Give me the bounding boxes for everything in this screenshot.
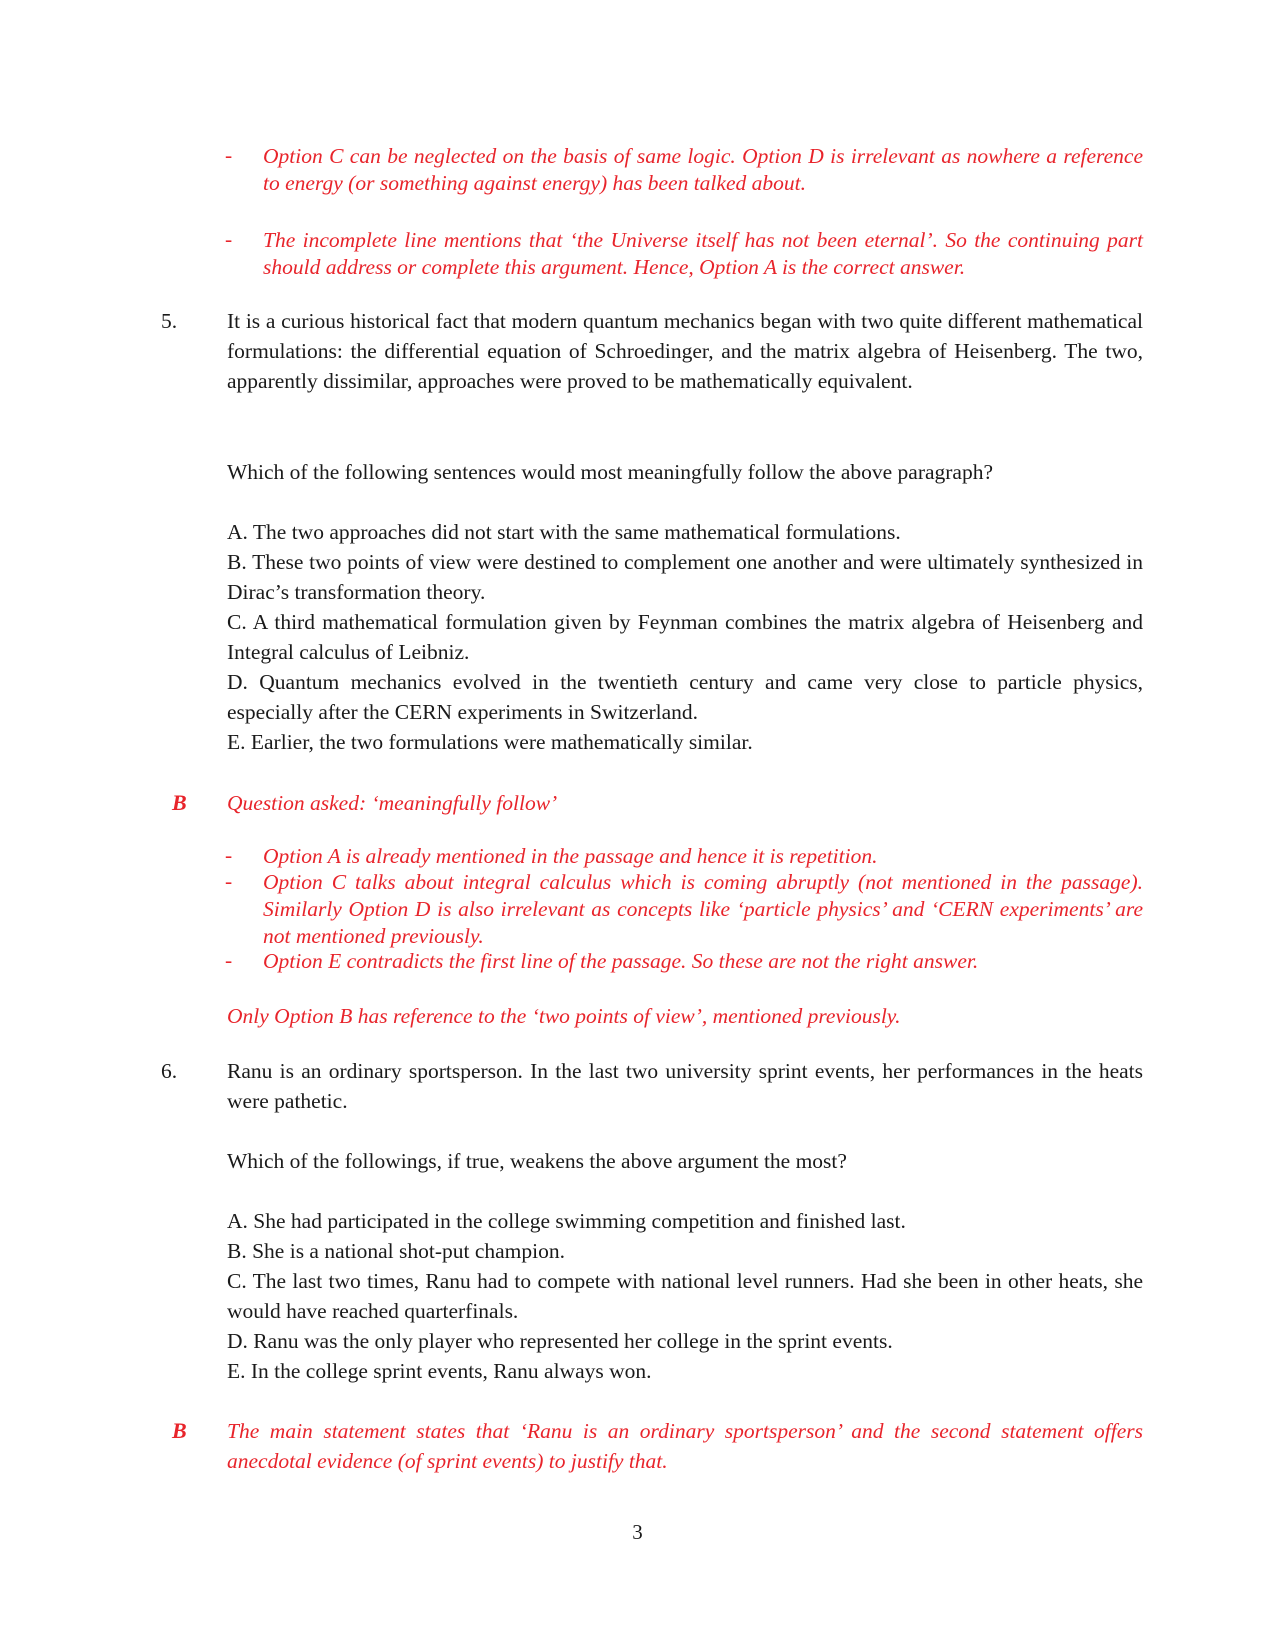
answer-letter: B (172, 1418, 187, 1443)
bullet-text: The incomplete line mentions that ‘the Universe itself has not been eternal’. So the continuing part should address or complete this argument. Hence, Option A is the correct answer. (263, 228, 1143, 279)
bullet-dash: - (225, 843, 233, 867)
page-number: 3 (632, 1520, 643, 1544)
answer-letter: B (172, 790, 187, 815)
option-d: D. Quantum mechanics evolved in the twentieth century and came very close to particle physics, especially after the CERN experiments in Switzerland. (227, 670, 1143, 724)
bullet-text: Option A is already mentioned in the passage and hence it is repetition. (263, 844, 878, 868)
option-d: D. Ranu was the only player who represented her college in the sprint events. (227, 1329, 893, 1353)
answer-note: Question asked: ‘meaningfully follow’ (227, 791, 558, 815)
option-a: A. The two approaches did not start with the same mathematical formulations. (227, 520, 901, 544)
question-passage: Ranu is an ordinary sportsperson. In the last two university sprint events, her performances in the heats were pathetic. (227, 1059, 1143, 1113)
option-b: B. She is a national shot-put champion. (227, 1239, 565, 1263)
bullet-dash: - (225, 869, 233, 893)
question-passage: It is a curious historical fact that modern quantum mechanics began with two quite different mathematical formulations: the differential equation of Schroedinger, and the matrix algebra of Heisenberg. The two, apparently dissimilar, approaches were proved to be mathematically equivalent. (227, 309, 1143, 393)
option-e: E. In the college sprint events, Ranu always won. (227, 1359, 652, 1383)
answer-note: The main statement states that ‘Ranu is an ordinary sportsperson’ and the second statement offers anecdotal evidence (of sprint events) to justify that. (227, 1419, 1143, 1473)
bullet-text: Option E contradicts the first line of the passage. So these are not the right answer. (263, 949, 979, 973)
question-prompt: Which of the following sentences would most meaningfully follow the above paragraph? (227, 460, 994, 484)
conclusion-note: Only Option B has reference to the ‘two points of view’, mentioned previously. (227, 1004, 901, 1028)
question-number: 5. (161, 309, 178, 333)
option-c: C. A third mathematical formulation given by Feynman combines the matrix algebra of Heisenberg and Integral calculus of Leibniz. (227, 610, 1143, 664)
question-number: 6. (161, 1059, 178, 1083)
option-a: A. She had participated in the college swimming competition and finished last. (227, 1209, 906, 1233)
bullet-dash: - (225, 948, 233, 972)
bullet-text: Option C talks about integral calculus which is coming abruptly (not mentioned in the passage). Similarly Option D is also irrelevant as concepts like ‘particle physics’ and ‘CERN experiments’ are not mentioned previously. (263, 870, 1143, 948)
option-c: C. The last two times, Ranu had to compete with national level runners. Had she been in other heats, she would have reached quarterfinals. (227, 1269, 1143, 1323)
bullet-dash: - (225, 227, 233, 251)
bullet-text: Option C can be neglected on the basis of same logic. Option D is irrelevant as nowhere a reference to energy (or something against energy) has been talked about. (263, 144, 1143, 195)
bullet-dash: - (225, 143, 233, 167)
option-b: B. These two points of view were destined to complement one another and were ultimately synthesized in Dirac’s transformation theory. (227, 550, 1143, 604)
option-e: E. Earlier, the two formulations were mathematically similar. (227, 730, 753, 754)
question-prompt: Which of the followings, if true, weakens the above argument the most? (227, 1149, 847, 1173)
